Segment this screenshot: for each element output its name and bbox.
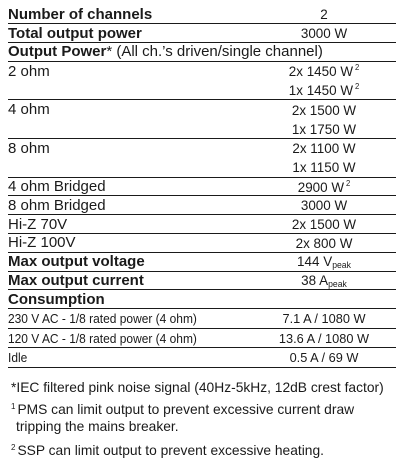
spec-value-text: 1x 1450 W xyxy=(288,82,354,99)
spec-value: 3000 W xyxy=(255,196,393,215)
spec-row-120v xyxy=(8,328,396,348)
spec-value: 2x 1500 W xyxy=(255,215,393,234)
footnote-ref: 2 xyxy=(345,178,351,188)
spec-value: 2x 1100 W xyxy=(292,140,356,157)
spec-label: Total output power xyxy=(8,24,252,43)
spec-value: 2x 800 W xyxy=(255,234,393,253)
spec-value-text: 38 A xyxy=(301,272,329,289)
spec-value: 3000 W xyxy=(255,24,393,43)
footnote-iec xyxy=(8,380,403,397)
spec-row-230v xyxy=(8,309,396,329)
spec-value: 2 xyxy=(255,5,393,24)
spec-table xyxy=(8,5,396,368)
spec-row-channels xyxy=(8,5,396,24)
spec-label: 230 V AC - 1/8 rated power (4 ohm) xyxy=(8,309,228,329)
spec-row-4ohm-single xyxy=(8,119,396,138)
section-title-text: Output Power xyxy=(8,43,107,61)
spec-label: Hi-Z 70V xyxy=(8,215,252,234)
spec-label: 8 ohm Bridged xyxy=(8,196,252,215)
spec-label: 8 ohm xyxy=(8,139,50,157)
spec-row-8ohm xyxy=(8,139,396,158)
spec-row-4ohm xyxy=(8,100,396,119)
spec-row-max-current xyxy=(8,271,396,290)
footnote-pms xyxy=(8,399,403,436)
spec-value: 2x 1500 W xyxy=(291,101,357,118)
footnote-mark: 1 xyxy=(11,401,16,411)
spec-value: 1x 1150 W xyxy=(255,158,393,177)
spec-value: 0.5 A / 69 W xyxy=(255,348,393,368)
unit-subscript: peak xyxy=(328,279,347,290)
spec-value: 7.1 A / 1080 W xyxy=(255,309,393,329)
spec-label: 120 V AC - 1/8 rated power (4 ohm) xyxy=(8,328,228,348)
spec-label: Idle xyxy=(8,348,228,368)
spec-value xyxy=(255,252,393,271)
spec-value xyxy=(255,271,393,290)
spec-label: Hi-Z 100V xyxy=(8,234,252,253)
footnote-text: IEC filtered pink noise signal (40Hz-5kHz, 12dB crest factor) xyxy=(16,380,384,395)
spec-row-8ohm-bridged xyxy=(8,196,396,215)
section-subtitle: (All ch.’s driven/single channel) xyxy=(112,43,323,61)
footnote-text: SSP can limit output to prevent excessive heating. xyxy=(17,443,324,459)
spec-row-idle xyxy=(8,348,396,368)
spec-row-total-power xyxy=(8,24,396,43)
spec-value-text: 144 V xyxy=(297,253,333,270)
spec-label: Max output voltage xyxy=(8,252,252,271)
section-header-output-power xyxy=(8,43,396,62)
spec-value xyxy=(255,61,393,80)
unit-subscript: peak xyxy=(332,260,351,271)
spec-value xyxy=(255,81,393,100)
spec-row-2ohm-single xyxy=(8,81,396,100)
spec-value: 13.6 A / 1080 W xyxy=(255,328,393,348)
spec-row-hiz-100v xyxy=(8,234,396,253)
spec-row-2ohm xyxy=(8,61,396,80)
spec-label-empty xyxy=(8,81,252,100)
spec-row-8ohm-single xyxy=(8,158,396,177)
spec-value-text: 2x 1450 W xyxy=(288,63,354,80)
footnote-ref: 2 xyxy=(354,82,360,92)
spec-value xyxy=(255,177,393,196)
spec-label: Max output current xyxy=(8,271,252,290)
spec-label: 2 ohm xyxy=(8,62,50,80)
section-title: Consumption xyxy=(8,290,396,309)
spec-row-hiz-70v xyxy=(8,215,396,234)
section-title xyxy=(8,43,396,62)
spec-label: Number of channels xyxy=(8,5,252,24)
spec-value: 1x 1750 W xyxy=(255,119,393,138)
footnote-mark: 2 xyxy=(11,443,16,453)
section-header-consumption xyxy=(8,290,396,309)
spec-row-4ohm-bridged xyxy=(8,177,396,196)
spec-label-empty xyxy=(8,119,252,138)
footnotes xyxy=(8,380,403,460)
spec-label: 4 ohm Bridged xyxy=(8,177,252,196)
spec-row-max-voltage xyxy=(8,252,396,271)
footnote-text: PMS can limit output to prevent excessive current draw tripping the mains breaker. xyxy=(16,401,355,434)
footnote-ssp xyxy=(8,440,403,460)
spec-label-empty xyxy=(8,158,252,177)
footnote-ref: 2 xyxy=(354,63,360,73)
spec-value-text: 2900 W xyxy=(297,178,345,195)
footnote-mark-star: * xyxy=(106,43,113,61)
footnote-mark: * xyxy=(11,380,17,395)
spec-label: 4 ohm xyxy=(8,101,50,119)
